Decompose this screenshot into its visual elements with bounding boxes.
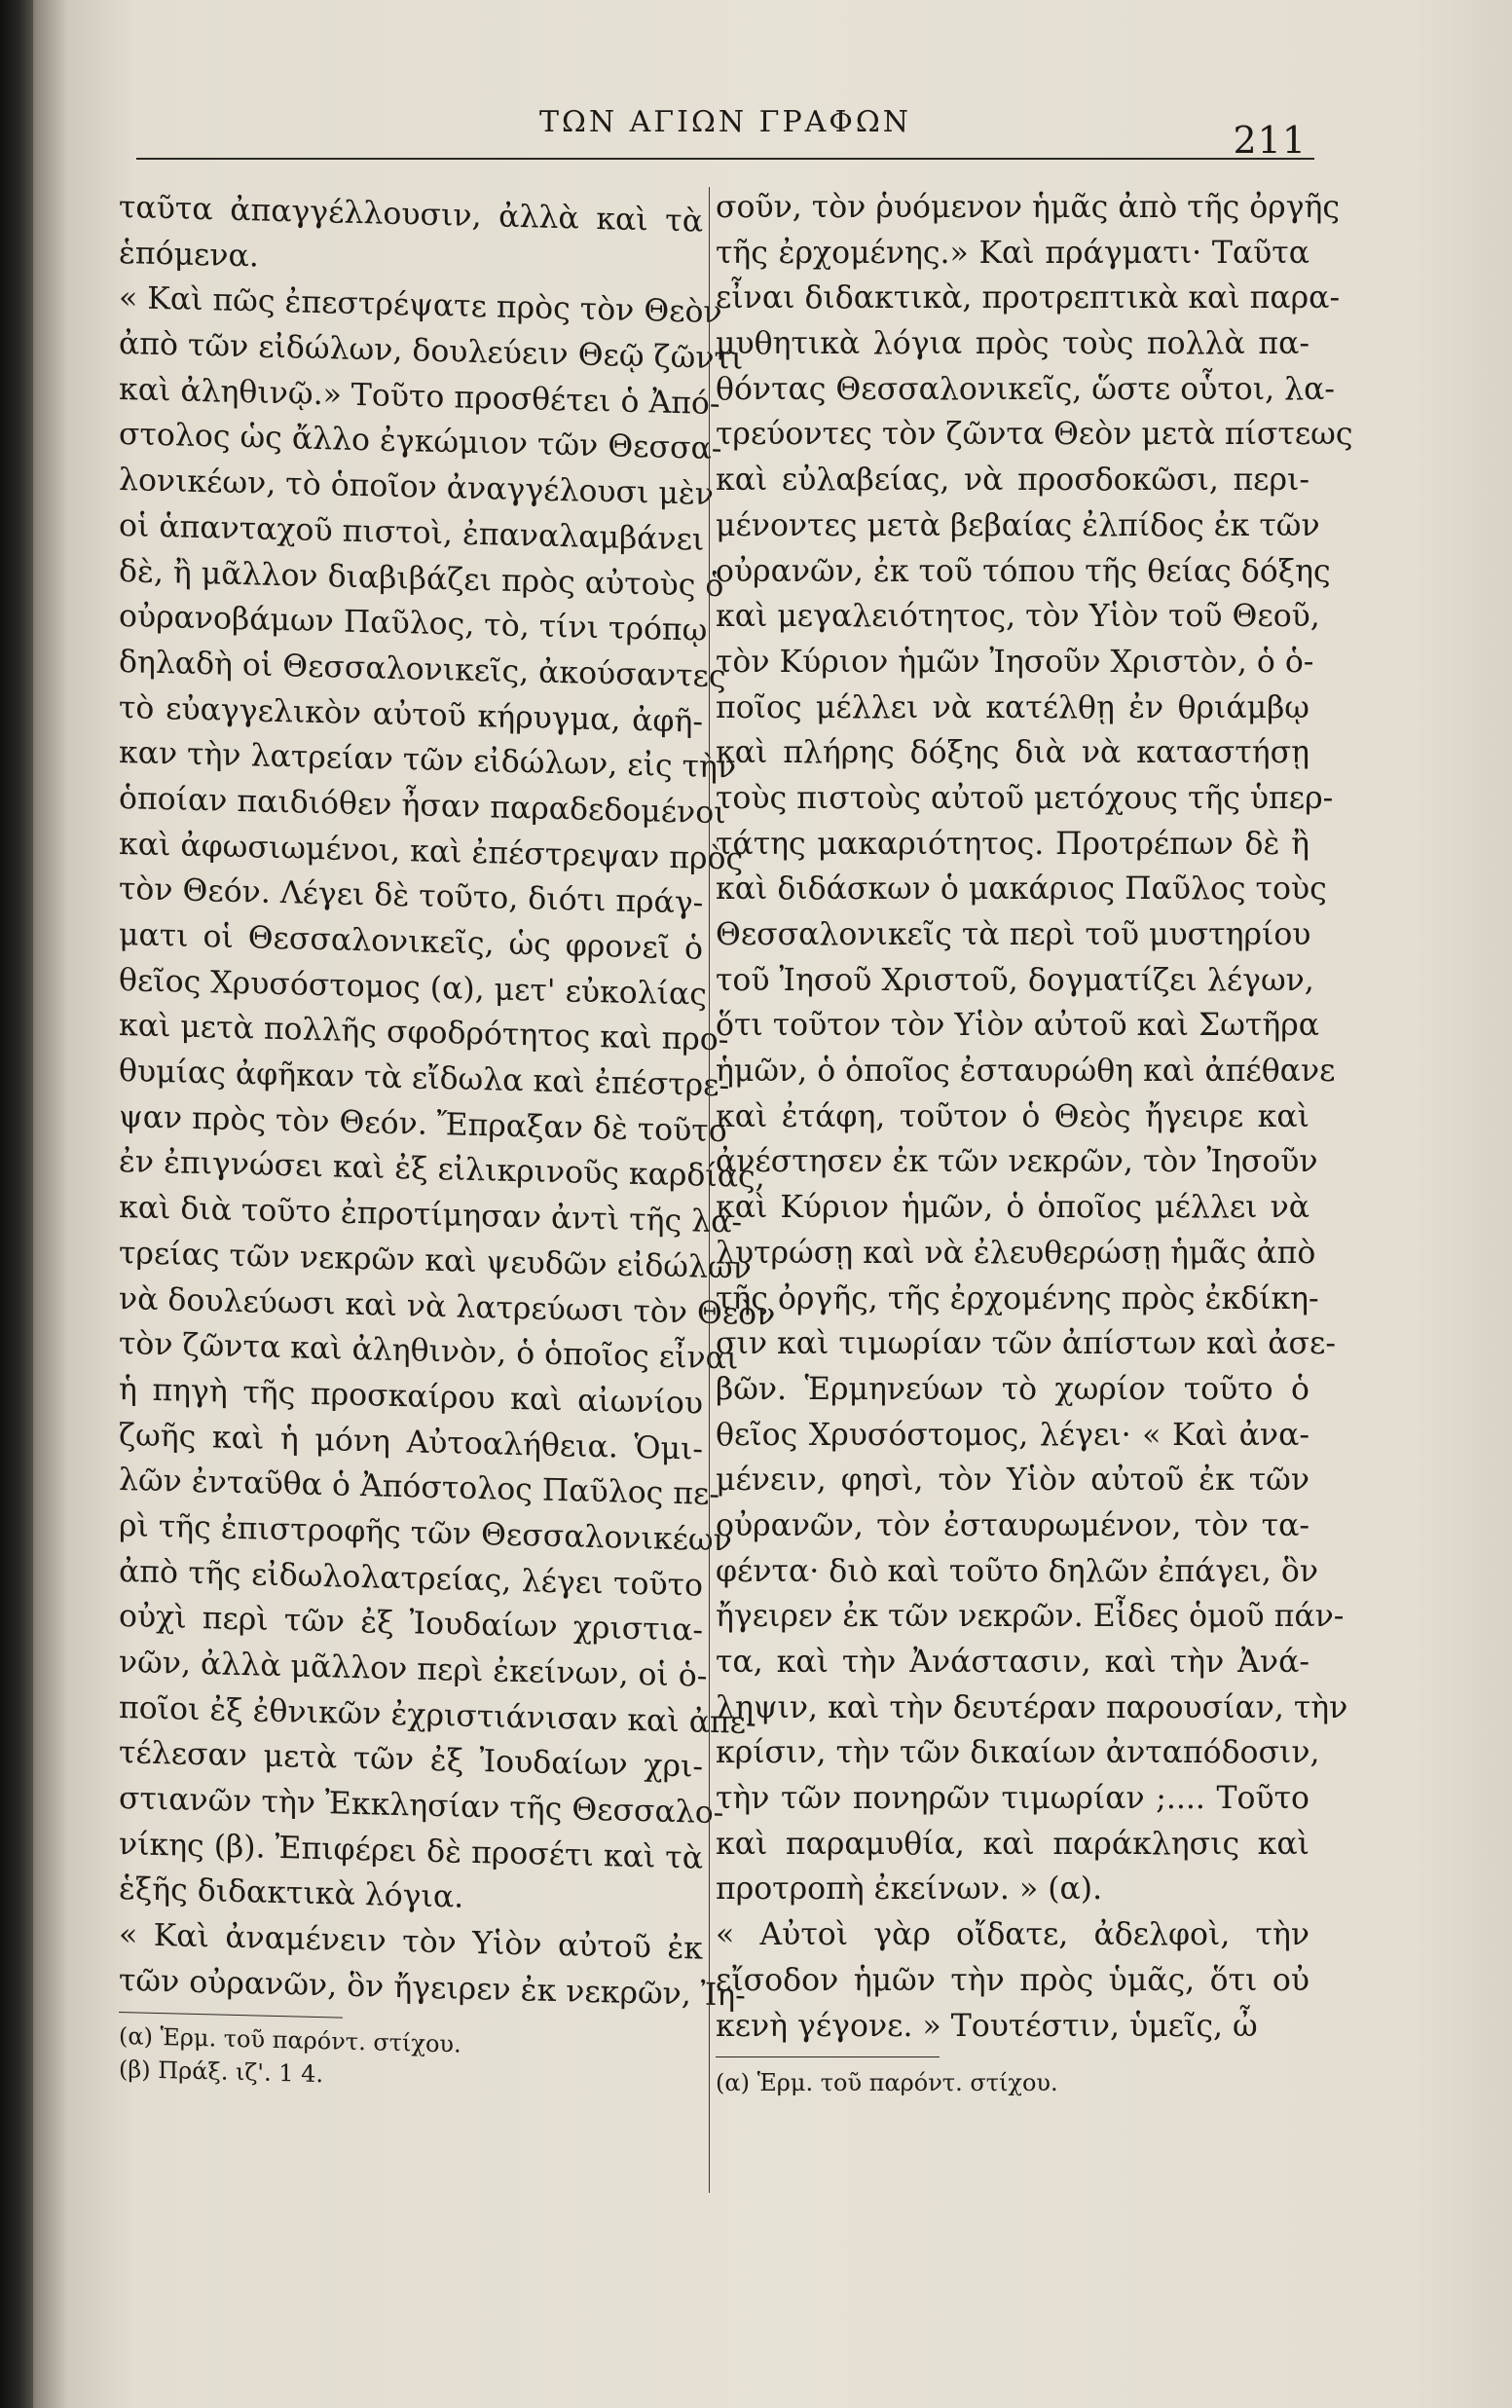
text-line: εἴσοδον ἡμῶν τὴν πρὸς ὑμᾶς, ὅτι οὐ [716, 1962, 1309, 1998]
text-line: σοῦν, τὸν ῥυόμενον ἡμᾶς ἀπὸ τῆς ὀργῆς [716, 190, 1341, 225]
column-divider [709, 187, 710, 2193]
text-line: ματι οἱ Θεσσαλονικεῖς, ὡς φρονεῖ ὁ [119, 917, 703, 967]
text-line: νῶν, ἀλλὰ μᾶλλον περὶ ἐκείνων, οἱ ὁ- [119, 1645, 708, 1694]
text-line: τοὺς πιστοὺς αὐτοῦ μετόχους τῆς ὑπερ- [716, 780, 1334, 816]
book-binding-shadow [0, 0, 33, 2408]
text-line: τῶν οὐρανῶν, ὃν ἤγειρεν ἐκ νεκρῶν, Ἰη- [119, 1962, 746, 2014]
text-line: κενὴ γέγονε. » Τουτέστιν, ὑμεῖς, ὦ [716, 2008, 1258, 2044]
text-line: « Καὶ ἀναμένειν τὸν Υἱὸν αὐτοῦ ἐκ [119, 1917, 703, 1967]
text-line: θυμίας ἀφῆκαν τὰ εἴδωλα καὶ ἐπέστρε- [119, 1054, 730, 1104]
text-line: καὶ εὐλαβείας, νὰ προσδοκῶσι, περι- [716, 463, 1309, 499]
text-line: οὐρανῶν, ἐκ τοῦ τόπου τῆς θείας δόξης [716, 553, 1331, 589]
running-title: ΤΩΝ ΑΓΙΩΝ ΓΡΑΦΩΝ [538, 105, 912, 139]
text-line: ρὶ τῆς ἐπιστροφῆς τῶν Θεσσαλονικέων [119, 1507, 732, 1559]
text-line: βῶν. Ἑρμηνεύων τὸ χωρίον τοῦτο ὁ [716, 1371, 1309, 1407]
text-line: ζωῆς καὶ ἡ μόνη Αὐτοαλήθεια. Ὁμι- [119, 1417, 703, 1467]
text-line: καὶ ἀληθινῷ.» Τοῦτο προσθέτει ὁ Ἀπό- [119, 371, 720, 422]
text-line: καὶ ἐτάφη, τοῦτον ὁ Θεὸς ἤγειρε καὶ [716, 1098, 1309, 1134]
text-line: ὅτι τοῦτον τὸν Υἱὸν αὐτοῦ καὶ Σωτῆρα [716, 1008, 1320, 1044]
text-line: προτροπὴ ἐκείνων. » (α). [716, 1871, 1103, 1908]
text-line: « Καὶ πῶς ἐπεστρέψατε πρὸς τὸν Θεὸν [119, 280, 722, 331]
text-line: δὲ, ἢ μᾶλλον διαβιβάζει πρὸς αὐτοὺς ὁ [119, 553, 724, 604]
text-line: στολος ὡς ἄλλο ἐγκώμιον τῶν Θεσσα- [119, 417, 722, 467]
text-line: καὶ μετὰ πολλῆς σφοδρότητος καὶ προ- [119, 1008, 729, 1058]
text-line: νὰ δουλεύωσι καὶ νὰ λατρεύωσι τὸν Θεὸν [119, 1280, 776, 1332]
text-line: τρείας τῶν νεκρῶν καὶ ψευδῶν εἰδώλων [119, 1235, 752, 1286]
text-line: ἀπὸ τῆς εἰδωλολατρείας, λέγει τοῦτο [119, 1553, 703, 1604]
text-line: τῆς ἐρχομένης.» Καὶ πράγματι· Ταῦτα [716, 235, 1309, 271]
text-line: οὐρανοβάμων Παῦλος, τὸ, τίνι τρόπῳ [119, 599, 708, 648]
text-line: τέλεσαν μετὰ τῶν ἐξ Ἰουδαίων χρι- [119, 1735, 703, 1786]
text-line: οἱ ἁπανταχοῦ πιστοὶ, ἐπαναλαμβάνει [119, 507, 705, 558]
text-line: ἀνέστησεν ἐκ τῶν νεκρῶν, τὸν Ἰησοῦν [716, 1144, 1318, 1180]
text-line: ταῦτα ἀπαγγέλλουσιν, ἀλλὰ καὶ τὰ [119, 190, 703, 240]
text-line: εἶναι διδακτικὰ, προτρεπτικὰ καὶ παρα- [716, 280, 1341, 316]
text-line: ἡ πηγὴ τῆς προσκαίρου καὶ αἰωνίου [119, 1371, 703, 1422]
text-line: καὶ μεγαλειότητος, τὸν Υἱὸν τοῦ Θεοῦ, [716, 599, 1320, 635]
text-line: τάτης μακαριότητος. Προτρέπων δὲ ἢ [716, 826, 1309, 862]
right-column [716, 185, 1353, 2347]
text-line: ληψιν, καὶ τὴν δευτέραν παρουσίαν, τὴν [716, 1689, 1348, 1725]
text-line: καὶ διδάσκων ὁ μακάριος Παῦλος τοὺς [716, 871, 1327, 908]
text-line: οὐχὶ περὶ τῶν ἐξ Ἰουδαίων χριστια- [119, 1599, 703, 1649]
text-line: λῶν ἐνταῦθα ὁ Ἀπόστολος Παῦλος πε- [119, 1463, 719, 1513]
text-line: λονικέων, τὸ ὁποῖον ἀναγγέλουσι μὲν [119, 463, 714, 513]
text-line: τρεύοντες τὸν ζῶντα Θεὸν μετὰ πίστεως [716, 417, 1353, 453]
footnote-rule [119, 2012, 343, 2019]
text-line: καὶ πλήρης δόξης διὰ νὰ καταστήσῃ [716, 735, 1309, 771]
text-line: Θεσσαλονικεῖς τὰ περὶ τοῦ μυστηρίου [716, 917, 1311, 952]
text-line: ἤγειρεν ἐκ τῶν νεκρῶν. Εἶδες ὁμοῦ πάν- [716, 1599, 1345, 1635]
text-line: θεῖος Χρυσόστομος (α), μετ' εὐκολίας [119, 962, 707, 1013]
text-line: θεῖος Χρυσόστομος, λέγει· « Καὶ ἀνα- [716, 1417, 1309, 1453]
footnote: (β) Πράξ. ιζ'. 1 4. [119, 2055, 324, 2088]
text-line: ποῖος μέλλει νὰ κατέλθῃ ἐν θριάμβῳ [716, 689, 1309, 725]
text-line: ἐν ἐπιγνώσει καὶ ἐξ εἰλικρινοῦς καρδίας, [119, 1144, 765, 1196]
text-line: φέντα· διὸ καὶ τοῦτο δηλῶν ἐπάγει, ὃν [716, 1553, 1318, 1589]
text-line: τὸ εὐαγγελικὸν αὐτοῦ κήρυγμα, ἀφῆ- [119, 689, 703, 740]
footnote: (α) Ἑρμ. τοῦ παρόντ. στίχου. [716, 2069, 1058, 2097]
text-line: τὸν Κύριον ἡμῶν Ἰησοῦν Χριστὸν, ὁ ὁ- [716, 644, 1314, 680]
footnotes [716, 2056, 1309, 2099]
text-line: νίκης (β). Ἐπιφέρει δὲ προσέτι καὶ τὰ [119, 1826, 703, 1876]
text-line: θόντας Θεσσαλονικεῖς, ὥστε οὗτοι, λα- [716, 371, 1336, 407]
text-line: τὸν Θεόν. Λέγει δὲ τοῦτο, διότι πράγ- [119, 871, 704, 921]
text-line: δηλαδὴ οἱ Θεσσαλονικεῖς, ἀκούσαντες [119, 644, 726, 695]
text-line: « Αὐτοὶ γὰρ οἴδατε, ἀδελφοὶ, τὴν [716, 1917, 1309, 1953]
text-line: ἡμῶν, ὁ ὁποῖος ἐσταυρώθη καὶ ἀπέθανε [716, 1054, 1336, 1090]
left-column [119, 185, 776, 2361]
text-line: λυτρώσῃ καὶ νὰ ἐλευθερώσῃ ἡμᾶς ἀπὸ [716, 1235, 1316, 1271]
text-line: τοῦ Ἰησοῦ Χριστοῦ, δογματίζει λέγων, [716, 962, 1314, 998]
text-line: ψαν πρὸς τὸν Θεόν. Ἔπραξαν δὲ τοῦτο [119, 1098, 727, 1150]
text-line: σιν καὶ τιμωρίαν τῶν ἀπίστων καὶ ἀσε- [716, 1326, 1337, 1362]
text-line: τὴν τῶν πονηρῶν τιμωρίαν ;.... Τοῦτο [716, 1781, 1309, 1817]
text-line: καν τὴν λατρείαν τῶν εἰδώλων, εἰς τὴν [119, 735, 737, 786]
header-rule [136, 158, 1314, 160]
text-line: στιανῶν τὴν Ἐκκλησίαν τῆς Θεσσαλο- [119, 1781, 724, 1832]
text-line: ὁποίαν παιδιόθεν ἦσαν παραδεδομένοι [119, 780, 726, 832]
footnote: (α) Ἑρμ. τοῦ παρόντ. στίχου. [119, 2021, 461, 2058]
text-line: τῆς ὀργῆς, τῆς ἐρχομένης πρὸς ἐκδίκη- [716, 1280, 1319, 1316]
text-line: ἑξῆς διδακτικὰ λόγια. [119, 1871, 464, 1916]
text-line: μένειν, φησὶ, τὸν Υἱὸν αὐτοῦ ἐκ τῶν [716, 1463, 1309, 1499]
text-line: καὶ Κύριον ἡμῶν, ὁ ὁποῖος μέλλει νὰ [716, 1190, 1309, 1226]
text-line: κρίσιν, τὴν τῶν δικαίων ἀνταπόδοσιν, [716, 1735, 1320, 1771]
text-line: τὸν ζῶντα καὶ ἀληθινὸν, ὁ ὁποῖος εἶναι [119, 1326, 739, 1377]
page-number: 211 [1233, 119, 1307, 162]
page-header [136, 97, 1314, 162]
text-line: μυθητικὰ λόγια πρὸς τοὺς πολλὰ πα- [716, 326, 1309, 362]
text-line: τα, καὶ τὴν Ἀνάστασιν, καὶ τὴν Ἀνά- [716, 1645, 1309, 1680]
text-line: οὐρανῶν, τὸν ἐσταυρωμένον, τὸν τα- [716, 1507, 1309, 1543]
footnote-rule [716, 2056, 940, 2057]
text-line: καὶ ἀφωσιωμένοι, καὶ ἐπέστρεψαν πρὸς [119, 826, 744, 877]
text-line: ἑπόμενα. [119, 235, 259, 275]
text-line: ποῖοι ἐξ ἐθνικῶν ἐχριστιάνισαν καὶ ἀπε- [119, 1689, 756, 1741]
text-line: καὶ διὰ τοῦτο ἐπροτίμησαν ἀντὶ τῆς λα- [119, 1190, 743, 1241]
footnotes [119, 2012, 703, 2100]
text-line: ἀπὸ τῶν εἰδώλων, δουλεύειν Θεῷ ζῶντι [119, 326, 744, 377]
text-line: μένοντες μετὰ βεβαίας ἐλπίδος ἐκ τῶν [716, 507, 1320, 543]
text-line: καὶ παραμυθία, καὶ παράκλησις καὶ [716, 1826, 1309, 1862]
